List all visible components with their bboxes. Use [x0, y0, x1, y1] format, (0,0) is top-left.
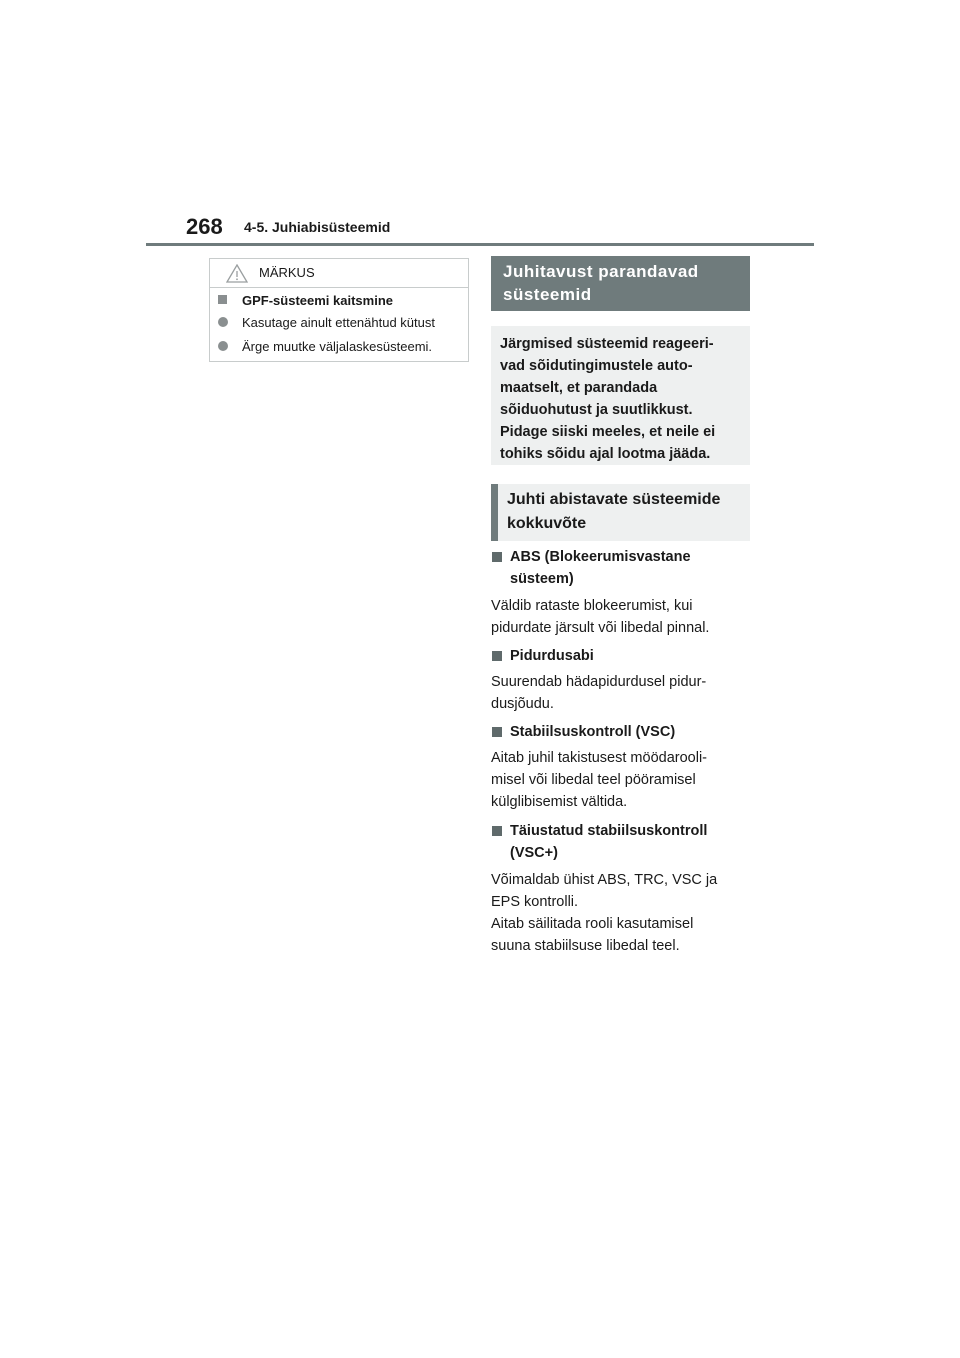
item-body-vsc: [491, 747, 753, 813]
sub-heading-line: Juhti abistavate süsteemide: [507, 491, 721, 508]
square-bullet-icon: [218, 295, 227, 304]
item-body-line: külglibisemist vältida.: [491, 794, 628, 810]
circle-bullet-icon: [218, 341, 228, 351]
item-title-line: Pidurdusabi: [510, 648, 594, 664]
notice-bullet: [218, 315, 435, 330]
circle-bullet-icon: [218, 317, 228, 327]
item-title-line: ABS (Blokeerumisvastane: [510, 549, 691, 565]
notice-heading: [218, 293, 393, 308]
item-body-brake-assist: [491, 671, 753, 715]
main-heading-line: süsteemid: [503, 285, 592, 304]
square-bullet-icon: [492, 552, 502, 562]
notice-title: MÄRKUS: [259, 265, 315, 280]
notice-bullet-text: Kasutage ainult ettenähtud kütust: [242, 315, 435, 330]
item-body-line: dusjõudu.: [491, 696, 554, 712]
intro-line: maatselt, et parandada: [500, 380, 658, 396]
notice-heading-text: GPF-süsteemi kaitsmine: [242, 293, 393, 308]
notice-bullet-text: Ärge muutke väljalaskesüsteemi.: [242, 339, 433, 354]
item-title-abs: [491, 546, 750, 590]
notice-box: [209, 258, 469, 362]
item-title-line: süsteem): [510, 571, 574, 587]
intro-line: Pidage siiski meeles, et neile ei: [500, 424, 716, 440]
item-body-line: Võimaldab ühist ABS, TRC, VSC ja: [491, 872, 718, 888]
sub-heading: [491, 484, 750, 541]
square-bullet-icon: [492, 826, 502, 836]
header-rule: [146, 243, 814, 246]
item-body-line: pidurdate järsult või libedal pinnal.: [491, 620, 710, 636]
item-body-line: Aitab juhil takistusest möödarooli-: [491, 750, 707, 766]
section-title: 4-5. Juhiabisüsteemid: [244, 219, 391, 235]
square-bullet-icon: [492, 727, 502, 737]
item-title-vsc: [491, 721, 750, 743]
main-heading: [491, 256, 750, 311]
item-title-line: (VSC+): [510, 845, 558, 861]
warning-triangle-icon: [226, 264, 248, 283]
main-heading-line: Juhitavust parandavad: [503, 262, 699, 281]
intro-line: vad sõidutingimustele auto-: [500, 358, 693, 374]
item-title-line: Täiustatud stabiilsuskontroll: [510, 823, 708, 839]
notice-header: [210, 259, 468, 288]
page-number: 268: [186, 214, 223, 239]
item-body-line: Väldib rataste blokeerumist, kui: [491, 598, 693, 614]
item-body-abs: [491, 595, 753, 639]
item-body-line: suuna stabiilsuse libedal teel.: [491, 938, 680, 954]
item-title-vsc-plus: [491, 820, 750, 864]
intro-line: tohiks sõidu ajal lootma jääda.: [500, 446, 711, 462]
item-body-line: Aitab säilitada rooli kasutamisel: [491, 916, 694, 932]
item-title-brake-assist: [491, 645, 750, 667]
intro-line: sõiduohutust ja suutlikkust.: [500, 402, 693, 418]
item-body-line: EPS kontrolli.: [491, 894, 579, 910]
item-title-line: Stabiilsuskontroll (VSC): [510, 724, 676, 740]
item-body-line: misel või libedal teel pööramisel: [491, 772, 696, 788]
intro-line: Järgmised süsteemid reageeri-: [500, 336, 714, 352]
notice-bullet: [218, 339, 432, 354]
item-body-line: Suurendab hädapidurdusel pidur-: [491, 674, 707, 690]
item-body-vsc-plus: [491, 869, 753, 957]
square-bullet-icon: [492, 651, 502, 661]
intro-box: [491, 326, 750, 465]
sub-heading-line: kokkuvõte: [507, 515, 587, 532]
